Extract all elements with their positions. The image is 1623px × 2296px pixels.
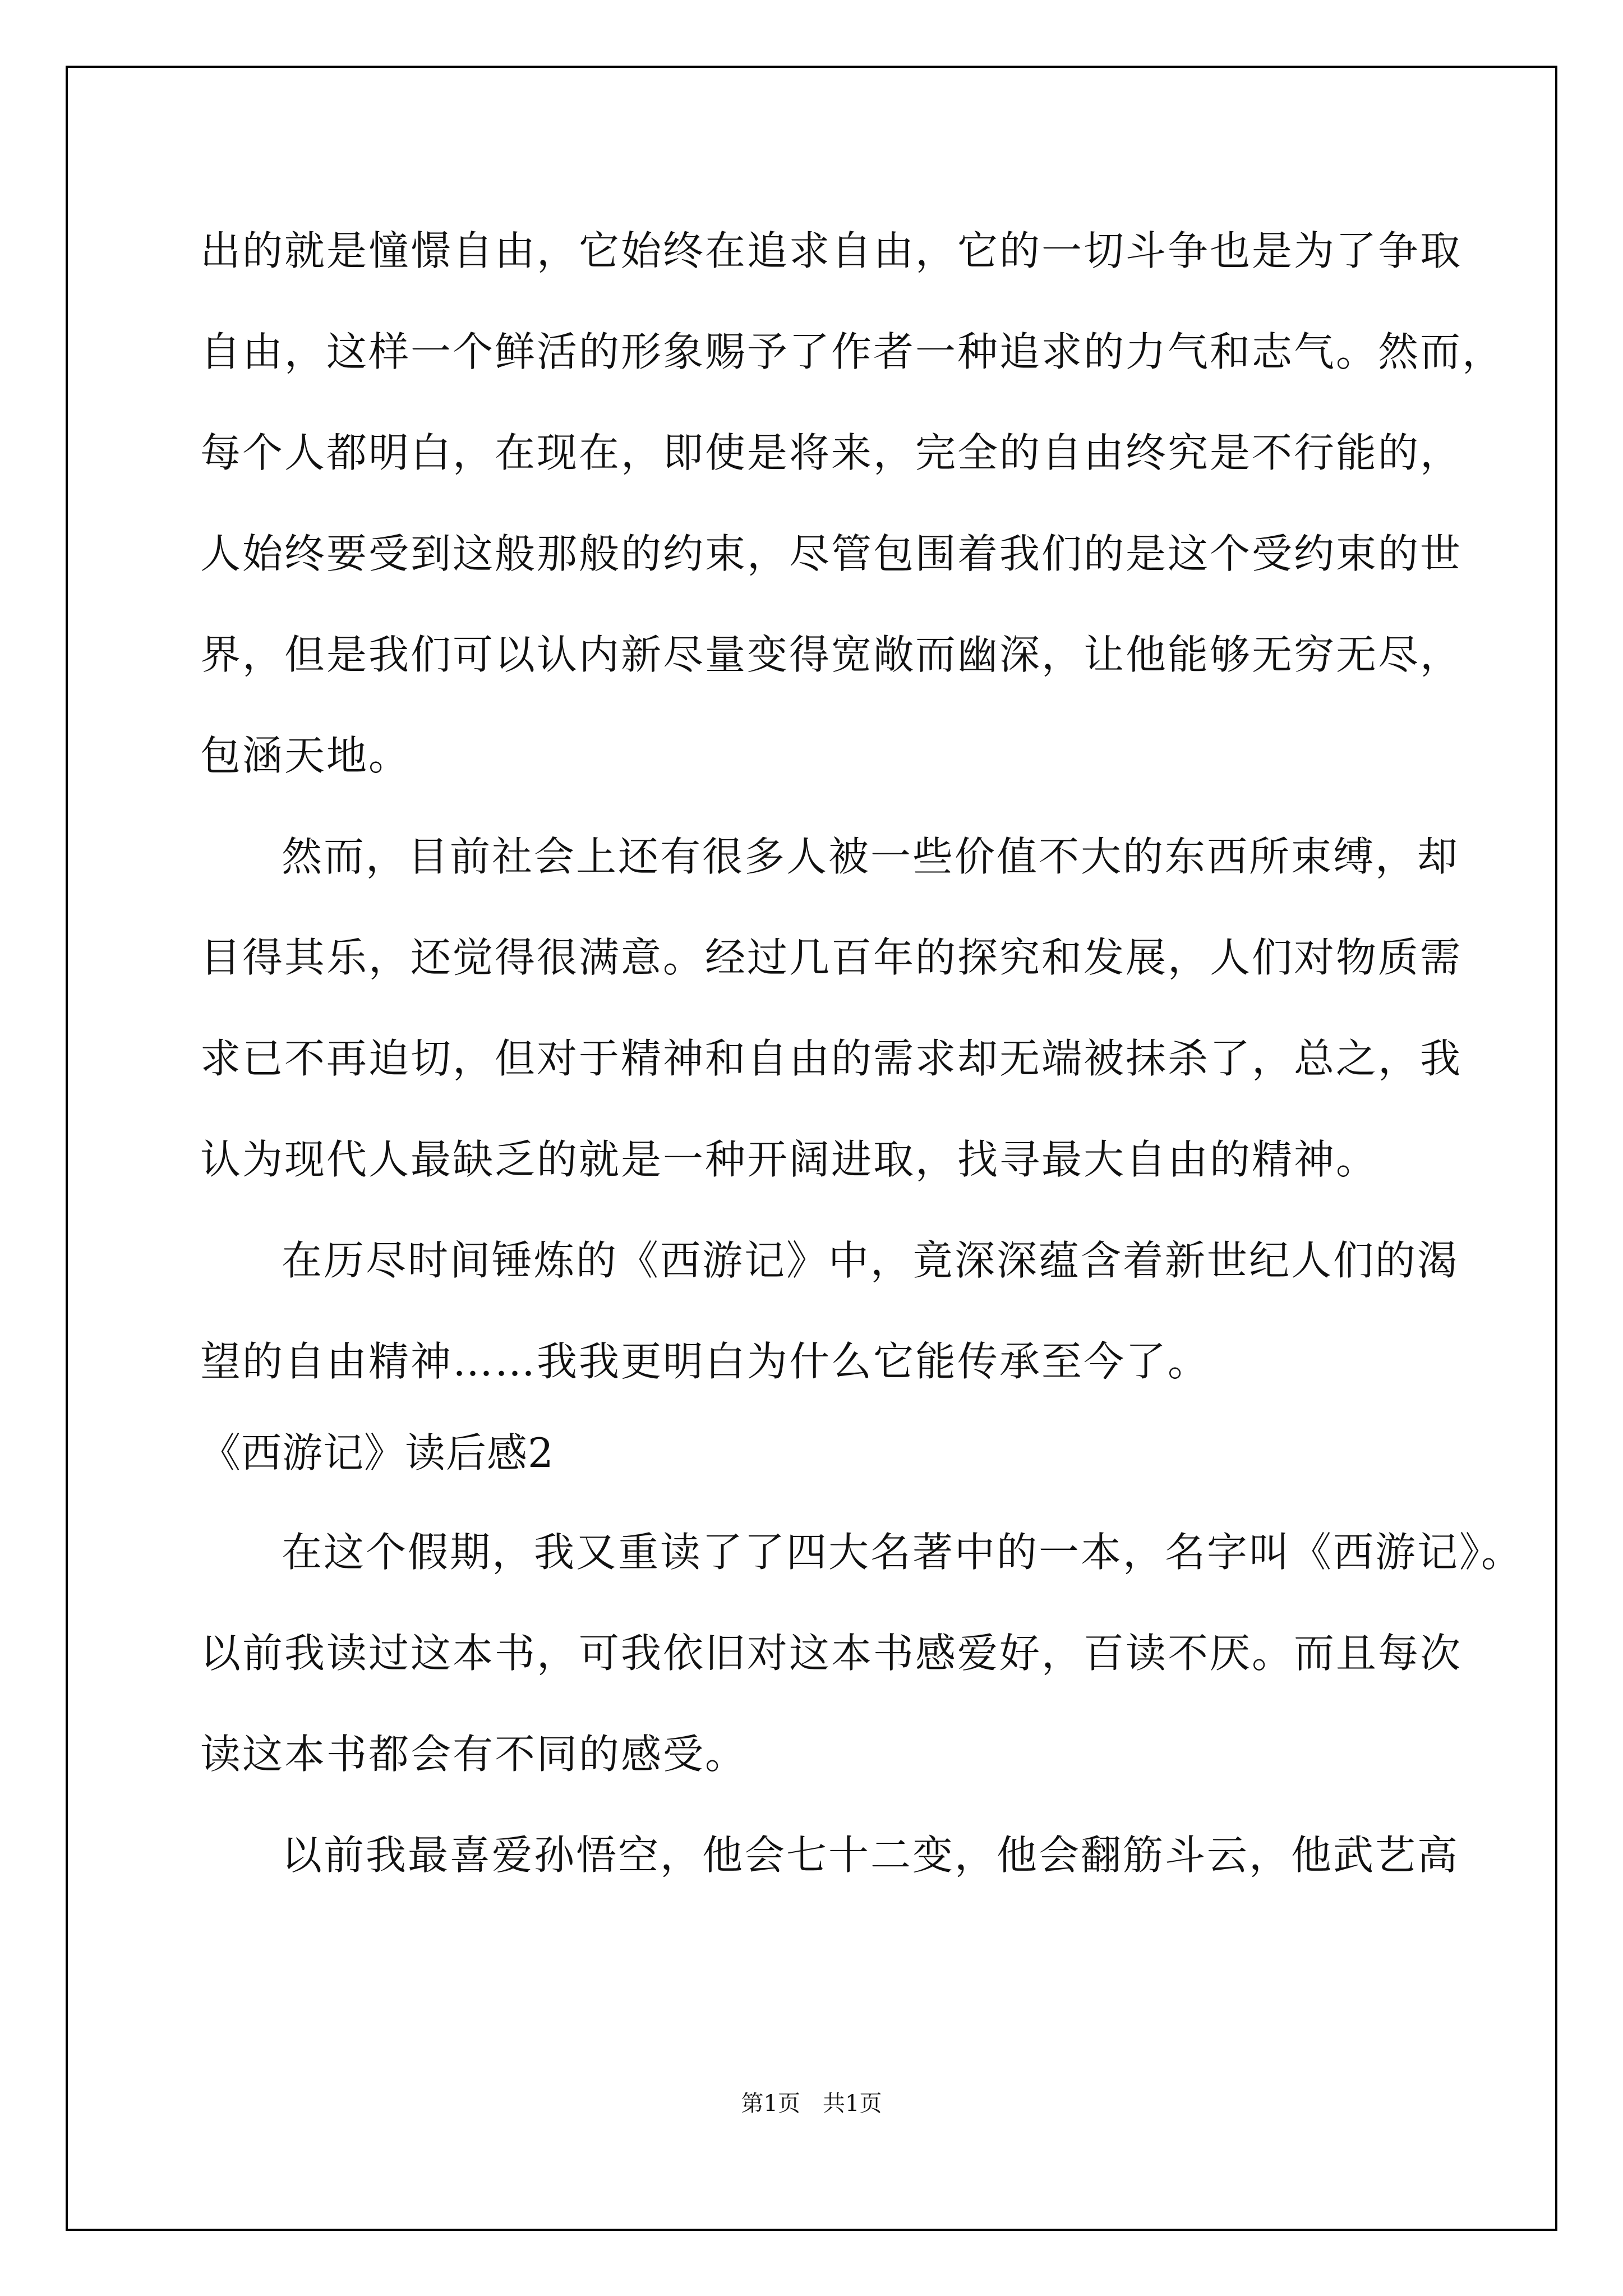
body-line: 在历尽时间锤炼的《西游记》中，竟深深蕴含着新世纪人们的渴: [282, 1237, 1460, 1284]
section-heading: 《西游记》读后感2: [200, 1429, 554, 1476]
body-line: 每个人都明白，在现在，即使是将来，完全的自由终究是不行能的，: [200, 429, 1463, 476]
page-total: 共1页: [823, 2091, 882, 2116]
body-line: 出的就是憧憬自由，它始终在追求自由，它的一切斗争也是为了争取: [200, 227, 1463, 274]
body-line: 界，但是我们可以认内新尽量变得宽敞而幽深，让他能够无穷无尽，: [200, 631, 1463, 678]
body-line: 在这个假期，我又重读了了四大名著中的一本，名字叫《西游记》。: [282, 1529, 1524, 1576]
body-line: 目得其乐，还觉得很满意。经过几百年的探究和发展，人们对物质需: [200, 934, 1463, 981]
page-number: 第1页: [741, 2091, 800, 2116]
body-line: 以前我最喜爱孙悟空，他会七十二变，他会翻筋斗云，他武艺高: [282, 1832, 1460, 1879]
body-line: 自由，这样一个鲜活的形象赐予了作者一种追求的力气和志气。然而，: [200, 328, 1505, 375]
body-line: 读这本书都会有不同的感受。: [200, 1731, 748, 1778]
body-line: 望的自由精神……我我更明白为什么它能传承至今了。: [200, 1338, 1210, 1385]
body-line: 包涵天地。: [200, 732, 411, 779]
body-line: 求已不再迫切，但对于精神和自由的需求却无端被抹杀了，总之，我: [200, 1035, 1463, 1082]
body-line: 以前我读过这本书，可我依旧对这本书感爱好，百读不厌。而且每次: [200, 1630, 1463, 1677]
body-line: 人始终要受到这般那般的约束，尽管包围着我们的是这个受约束的世: [200, 530, 1463, 577]
body-line: 然而，目前社会上还有很多人被一些价值不大的东西所束缚，却: [282, 833, 1460, 880]
page-footer: [0, 2087, 1623, 2120]
body-line: 认为现代人最缺乏的就是一种开阔进取，找寻最大自由的精神。: [200, 1136, 1378, 1183]
